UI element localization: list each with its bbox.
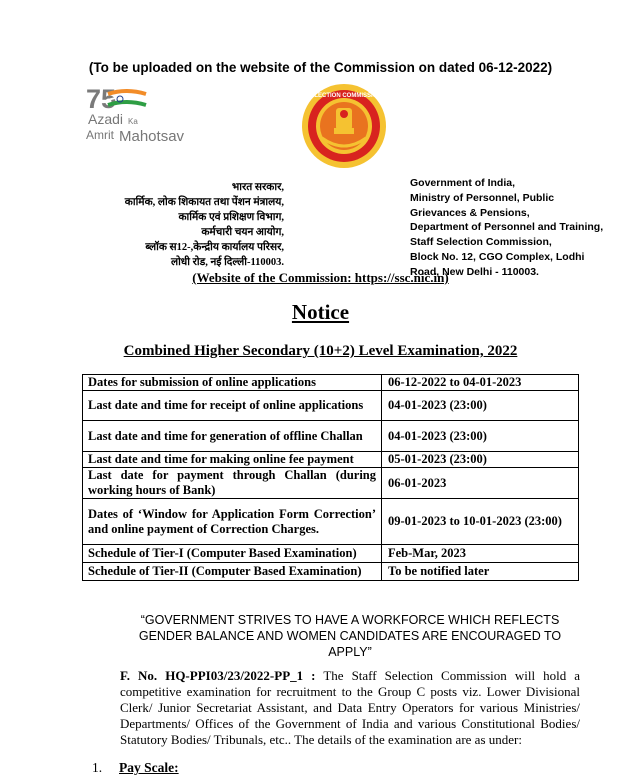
event-cell: Last date for payment through Challan (during working hours of Bank): [83, 468, 382, 499]
website-link[interactable]: (Website of the Commission: https://ssc.nic.in): [192, 270, 449, 285]
intro-paragraph: [120, 668, 580, 748]
azadi-logo-graphic: [86, 84, 196, 144]
date-cell: 09-01-2023 to 10-01-2023 (23:00): [382, 499, 579, 545]
event-cell: Last date and time for receipt of online applications: [83, 391, 382, 421]
date-cell: 05-01-2023 (23:00): [382, 452, 579, 468]
event-cell: Dates for submission of online applications: [83, 375, 382, 391]
english-address-line: Government of India,: [410, 177, 516, 189]
table-row: [83, 421, 579, 452]
english-address-line: Department of Personnel and Training,: [410, 221, 604, 234]
amrit-word: Amrit: [86, 128, 114, 142]
ka-word: Ka: [128, 117, 138, 126]
date-cell: 04-01-2023 (23:00): [382, 421, 579, 452]
hindi-address-line: कार्मिक एवं प्रशिक्षण विभाग,: [178, 212, 284, 223]
date-cell: 06-01-2023: [382, 468, 579, 499]
svg-text:75: 75: [86, 84, 117, 114]
event-cell: Schedule of Tier-I (Computer Based Examination): [83, 545, 382, 563]
upload-date-note: (To be uploaded on the website of the Commission on dated 06-12-2022): [88, 60, 553, 75]
table-row: [83, 499, 579, 545]
section-number: 1.: [92, 760, 103, 775]
english-address-line: Road, New Delhi - 110003.: [410, 265, 539, 278]
intro-text: The Staff Selection Commission will hold a competitive examination for recruitment to the Group C posts viz. Lower Divisional Clerk/ Junior Secretariat Assistant, and Data Entry Operators for various Ministries/ Departments/ Offices of the Government of India and various Constitutional Bodies/ Statutory Bodies/ Tribunals, etc.. The details of the examination are as under:: [120, 668, 581, 747]
event-cell: Schedule of Tier-II (Computer Based Examination): [83, 563, 382, 581]
table-row: [83, 375, 579, 391]
date-cell: 04-01-2023 (23:00): [382, 391, 579, 421]
english-address-line: Staff Selection Commission,: [410, 236, 552, 249]
file-number: F. No. HQ-PPI03/23/2022-PP_1 :: [120, 668, 316, 683]
azadi-ka-amrit-mahotsav-logo: [86, 84, 196, 144]
event-cell: Last date and time for generation of offline Challan: [83, 421, 382, 452]
svg-text:SELECTION COMMISSION: SELECTION COMMISSION: [306, 93, 382, 99]
english-address-line: Block No. 12, CGO Complex, Lodhi: [410, 250, 585, 263]
azadi-word: Azadi: [88, 111, 124, 127]
section-pay-scale: [92, 760, 179, 776]
hindi-address-line: ब्लॉक स12-,केन्द्रीय कार्यालय परिसर,: [145, 242, 284, 253]
section-label: Pay Scale:: [119, 760, 179, 775]
schedule-table: [82, 374, 579, 581]
website-line: [0, 270, 641, 286]
event-cell: Last date and time for making online fee payment: [83, 452, 382, 468]
mahotsav-word: Mahotsav: [119, 128, 185, 144]
exam-title: Combined Higher Secondary (10+2) Level Examination, 2022: [123, 343, 518, 359]
hindi-address-line: कार्मिक, लोक शिकायत तथा पेंशन मंत्रालय,: [124, 197, 284, 208]
date-cell: Feb-Mar, 2023: [382, 545, 579, 563]
date-cell: 06-12-2022 to 04-01-2023: [382, 375, 579, 391]
table-row: [83, 391, 579, 421]
ssc-emblem-logo: [300, 82, 388, 170]
date-cell: To be notified later: [382, 563, 579, 581]
table-row: [83, 563, 579, 581]
ssc-emblem-graphic: [300, 82, 388, 170]
english-address-block: [410, 176, 630, 280]
notice-title: Notice: [291, 300, 350, 324]
hindi-address-line: कर्मचारी चयन आयोग,: [201, 227, 284, 238]
table-row: [83, 545, 579, 563]
english-address-line: Ministry of Personnel, Public: [410, 191, 555, 204]
hindi-address-line: लोधी रोड, नई दिल्ली-110003.: [170, 257, 284, 268]
table-row: [83, 452, 579, 468]
english-address-line: Grievances & Pensions,: [410, 206, 530, 219]
hindi-address-line: भारत सरकार,: [231, 182, 284, 193]
hindi-address-block: [60, 180, 284, 270]
gender-balance-note: “GOVERNMENT STRIVES TO HAVE A WORKFORCE WHICH REFLECTS GENDER BALANCE AND WOMEN CANDIDATES ARE ENCOURAGED TO APPLY”: [138, 613, 562, 659]
event-cell: Dates of ‘Window for Application Form Correction’ and online payment of Correction Charges.: [83, 499, 382, 545]
table-row: [83, 468, 579, 499]
